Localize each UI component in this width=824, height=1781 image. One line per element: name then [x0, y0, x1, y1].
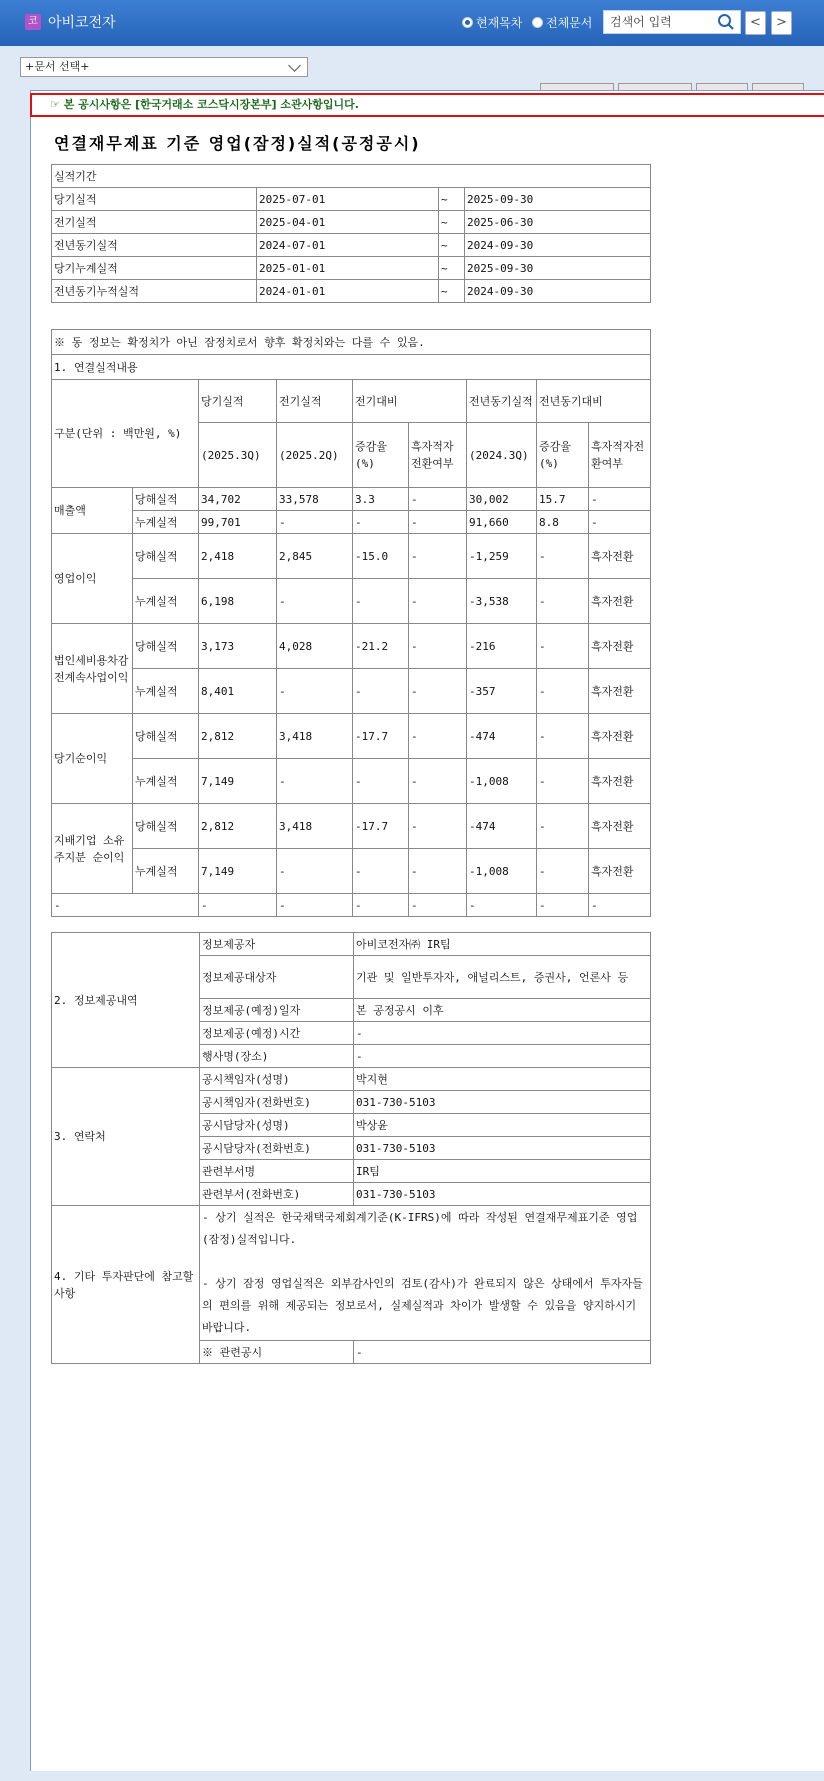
- info-key: ※ 관련공시: [200, 1341, 354, 1364]
- pointing-hand-icon: ☞: [50, 98, 64, 111]
- cell: -: [409, 579, 467, 624]
- col-header: (2025.3Q): [199, 423, 277, 488]
- cell: -474: [467, 804, 537, 849]
- other-notes: [200, 1206, 651, 1341]
- table-row: [52, 257, 651, 280]
- table-row: [52, 511, 651, 534]
- info-key: 공시책임자(성명): [200, 1068, 354, 1091]
- cell: -17.7: [353, 804, 409, 849]
- table-row: [52, 669, 651, 714]
- cell: -: [537, 894, 589, 917]
- col-header: 증감율(%): [353, 423, 409, 488]
- cell: 2,812: [199, 804, 277, 849]
- info-table: [51, 932, 651, 1364]
- cell: -: [409, 894, 467, 917]
- info-value: 박지현: [354, 1068, 651, 1091]
- period-from: 2024-07-01: [257, 234, 439, 257]
- cell: -: [409, 511, 467, 534]
- cell: 2,812: [199, 714, 277, 759]
- cell: -: [409, 714, 467, 759]
- cell: 6,198: [199, 579, 277, 624]
- col-header: 당기실적: [199, 380, 277, 423]
- period-from: 2025-07-01: [257, 188, 439, 211]
- sub-label: 당해실적: [133, 624, 199, 669]
- radio-selected-icon[interactable]: [462, 17, 473, 28]
- section-label: 2. 정보제공내역: [52, 933, 200, 1068]
- radio-whole-document[interactable]: [532, 14, 592, 31]
- sub-label: 누계실적: [133, 511, 199, 534]
- sub-label: 누계실적: [133, 669, 199, 714]
- cell: 흑자전환: [589, 534, 651, 579]
- period-label: 전년동기실적: [52, 234, 257, 257]
- cell: 흑자전환: [589, 849, 651, 894]
- item-name: 영업이익: [52, 534, 133, 624]
- search-input[interactable]: 검색어 입력: [603, 10, 741, 34]
- cell: -: [353, 511, 409, 534]
- radio-current-section[interactable]: [462, 14, 522, 31]
- period-label: 전년동기누적실적: [52, 280, 257, 303]
- prev-button[interactable]: <: [745, 11, 766, 35]
- info-value: 박상윤: [354, 1114, 651, 1137]
- col-header: 전년동기실적: [467, 380, 537, 423]
- info-key: 정보제공(예정)일자: [200, 999, 354, 1022]
- table-row: [52, 933, 651, 956]
- table-row: [52, 280, 651, 303]
- info-key: 관련부서(전화번호): [200, 1183, 354, 1206]
- info-value: IR팀: [354, 1160, 651, 1183]
- cell: -: [277, 511, 353, 534]
- cell: -: [353, 579, 409, 624]
- next-button[interactable]: >: [771, 11, 792, 35]
- table-row: [52, 488, 651, 511]
- unit-header: 구분(단위 : 백만원, %): [52, 380, 199, 488]
- period-tilde: ~: [439, 280, 465, 303]
- info-key: 행사명(장소): [200, 1045, 354, 1068]
- cell: 3,418: [277, 714, 353, 759]
- company-logo-icon: 코: [25, 14, 41, 30]
- info-key: 공시담당자(성명): [200, 1114, 354, 1137]
- cell: -216: [467, 624, 537, 669]
- sub-label: 누계실적: [133, 579, 199, 624]
- table-row: [52, 1068, 651, 1091]
- table-row: [52, 759, 651, 804]
- table-row: [52, 234, 651, 257]
- cell: 91,660: [467, 511, 537, 534]
- cell: 흑자전환: [589, 624, 651, 669]
- cell: -: [409, 624, 467, 669]
- info-key: 정보제공(예정)시간: [200, 1022, 354, 1045]
- sub-label: 누계실적: [133, 759, 199, 804]
- cell: 7,149: [199, 759, 277, 804]
- period-to: 2025-09-30: [465, 257, 651, 280]
- page-title: 연결재무제표 기준 영업(잠정)실적(공정공시): [54, 134, 421, 153]
- cell: 2,418: [199, 534, 277, 579]
- col-header: 전기실적: [277, 380, 353, 423]
- col-header: (2025.2Q): [277, 423, 353, 488]
- cell: -: [537, 669, 589, 714]
- cell: 34,702: [199, 488, 277, 511]
- cell: -1,008: [467, 849, 537, 894]
- cell: -: [277, 849, 353, 894]
- info-key: 정보제공대상자: [200, 956, 354, 999]
- period-to: 2025-09-30: [465, 188, 651, 211]
- period-from: 2024-01-01: [257, 280, 439, 303]
- table-row: [52, 188, 651, 211]
- info-key: 관련부서명: [200, 1160, 354, 1183]
- col-header: 흑자적자전환여부: [589, 423, 651, 488]
- cell: -15.0: [353, 534, 409, 579]
- cell: 15.7: [537, 488, 589, 511]
- document-select[interactable]: [20, 57, 308, 77]
- table-row: [52, 804, 651, 849]
- period-to: 2024-09-30: [465, 234, 651, 257]
- cell: -17.7: [353, 714, 409, 759]
- cell: 30,002: [467, 488, 537, 511]
- search-icon[interactable]: [717, 13, 735, 31]
- cell: -: [589, 894, 651, 917]
- results-section-title: 1. 연결실적내용: [52, 355, 651, 380]
- cell: 2,845: [277, 534, 353, 579]
- cell: -: [537, 849, 589, 894]
- item-name: 매출액: [52, 488, 133, 534]
- cell: -21.2: [353, 624, 409, 669]
- info-value: 031-730-5103: [354, 1137, 651, 1160]
- period-to: 2024-09-30: [465, 280, 651, 303]
- chevron-down-icon: [288, 59, 301, 72]
- radio-unselected-icon[interactable]: [532, 17, 543, 28]
- cell: 4,028: [277, 624, 353, 669]
- radio-all-label: 전체문서: [546, 16, 593, 30]
- sub-label: 당해실적: [133, 804, 199, 849]
- cell: -: [277, 669, 353, 714]
- info-value: 본 공정공시 이후: [354, 999, 651, 1022]
- cell: -3,538: [467, 579, 537, 624]
- period-to: 2025-06-30: [465, 211, 651, 234]
- table-row: [52, 624, 651, 669]
- cell: -: [353, 894, 409, 917]
- cell: -: [537, 804, 589, 849]
- item-name: 법인세비용차감전계속사업이익: [52, 624, 133, 714]
- cell: 흑자전환: [589, 579, 651, 624]
- notice-text: 본 공시사항은 [한국거래소 코스닥시장본부] 소관사항입니다.: [63, 98, 359, 111]
- period-tilde: ~: [439, 188, 465, 211]
- period-tilde: ~: [439, 211, 465, 234]
- cell: -: [537, 624, 589, 669]
- cell: -: [537, 714, 589, 759]
- col-header: (2024.3Q): [467, 423, 537, 488]
- sub-label: 당해실적: [133, 714, 199, 759]
- cell: -: [353, 849, 409, 894]
- cell: -1,259: [467, 534, 537, 579]
- info-key: 공시책임자(전화번호): [200, 1091, 354, 1114]
- period-label: 전기실적: [52, 211, 257, 234]
- cell: 99,701: [199, 511, 277, 534]
- cell: -1,008: [467, 759, 537, 804]
- period-from: 2025-01-01: [257, 257, 439, 280]
- cell: 3.3: [353, 488, 409, 511]
- info-value: -: [354, 1022, 651, 1045]
- cell: 8.8: [537, 511, 589, 534]
- info-key: 공시담당자(전화번호): [200, 1137, 354, 1160]
- period-label: 당기실적: [52, 188, 257, 211]
- cell: -: [537, 579, 589, 624]
- cell: -: [409, 759, 467, 804]
- period-tilde: ~: [439, 234, 465, 257]
- cell: -474: [467, 714, 537, 759]
- col-header: 전기대비: [353, 380, 467, 423]
- cell: -: [353, 669, 409, 714]
- info-value: -: [354, 1045, 651, 1068]
- item-name: 지배기업 소유주지분 순이익: [52, 804, 133, 894]
- cell: -: [199, 894, 277, 917]
- other-notes-p2: - 상기 잠정 영업실적은 외부감사인의 검토(감사)가 완료되지 않은 상태에서 투자자들의 편의를 위해 제공되는 정보로서, 실제실적과 차이가 발생할 수 있음을 양지하시기 바랍니다.: [202, 1277, 643, 1334]
- table-row: [52, 534, 651, 579]
- info-value: 031-730-5103: [354, 1091, 651, 1114]
- cell: -357: [467, 669, 537, 714]
- info-key: 정보제공자: [200, 933, 354, 956]
- period-tilde: ~: [439, 257, 465, 280]
- document-select-value: +문서 선택+: [25, 60, 90, 73]
- period-header: 실적기간: [52, 165, 651, 188]
- cell: 3,418: [277, 804, 353, 849]
- section-label: 3. 연락처: [52, 1068, 200, 1206]
- cell: -: [277, 894, 353, 917]
- sub-label: 누계실적: [133, 849, 199, 894]
- table-row: [52, 211, 651, 234]
- table-row: [52, 894, 651, 917]
- sub-label: 당해실적: [133, 488, 199, 511]
- info-value: 기관 및 일반투자자, 애널리스트, 증권사, 언론사 등: [354, 956, 651, 999]
- cell: -: [537, 534, 589, 579]
- results-note: ※ 동 정보는 확정치가 아닌 잠정치로서 향후 확정치와는 다를 수 있음.: [52, 330, 651, 355]
- cell: -: [467, 894, 537, 917]
- cell: -: [409, 849, 467, 894]
- cell: -: [537, 759, 589, 804]
- results-table: [51, 329, 651, 917]
- radio-current-label: 현재목차: [476, 16, 523, 30]
- cell: 흑자전환: [589, 804, 651, 849]
- cell: -: [409, 669, 467, 714]
- top-bar: [0, 0, 824, 46]
- section-label: 4. 기타 투자판단에 참고할 사항: [52, 1206, 200, 1364]
- cell: 8,401: [199, 669, 277, 714]
- col-header: 전년동기대비: [537, 380, 651, 423]
- cell: -: [277, 579, 353, 624]
- cell: -: [409, 804, 467, 849]
- info-value: -: [354, 1341, 651, 1364]
- cell: 흑자전환: [589, 669, 651, 714]
- notice-banner: [30, 93, 824, 117]
- cell: -: [409, 488, 467, 511]
- item-name: 당기순이익: [52, 714, 133, 804]
- cell: -: [409, 534, 467, 579]
- info-value: 031-730-5103: [354, 1183, 651, 1206]
- table-row: [52, 714, 651, 759]
- sub-label: 당해실적: [133, 534, 199, 579]
- cell: 7,149: [199, 849, 277, 894]
- company-name[interactable]: 아비코전자: [48, 15, 116, 31]
- cell: 흑자전환: [589, 714, 651, 759]
- period-table: [51, 164, 651, 303]
- cell: -: [589, 488, 651, 511]
- period-from: 2025-04-01: [257, 211, 439, 234]
- cell: -: [353, 759, 409, 804]
- cell: -: [589, 511, 651, 534]
- cell: -: [52, 894, 199, 917]
- table-row: [52, 1206, 651, 1341]
- cell: 33,578: [277, 488, 353, 511]
- other-notes-p1: - 상기 실적은 한국채택국제회계기준(K-IFRS)에 따라 작성된 연결재무제표기준 영업(잠정)실적입니다.: [202, 1211, 638, 1246]
- info-value: 아비코전자㈜ IR팀: [354, 933, 651, 956]
- cell: -: [277, 759, 353, 804]
- table-row: [52, 579, 651, 624]
- table-row: [52, 849, 651, 894]
- cell: 흑자전환: [589, 759, 651, 804]
- period-label: 당기누계실적: [52, 257, 257, 280]
- col-header: 흑자적자전환여부: [409, 423, 467, 488]
- cell: 3,173: [199, 624, 277, 669]
- col-header: 증감율(%): [537, 423, 589, 488]
